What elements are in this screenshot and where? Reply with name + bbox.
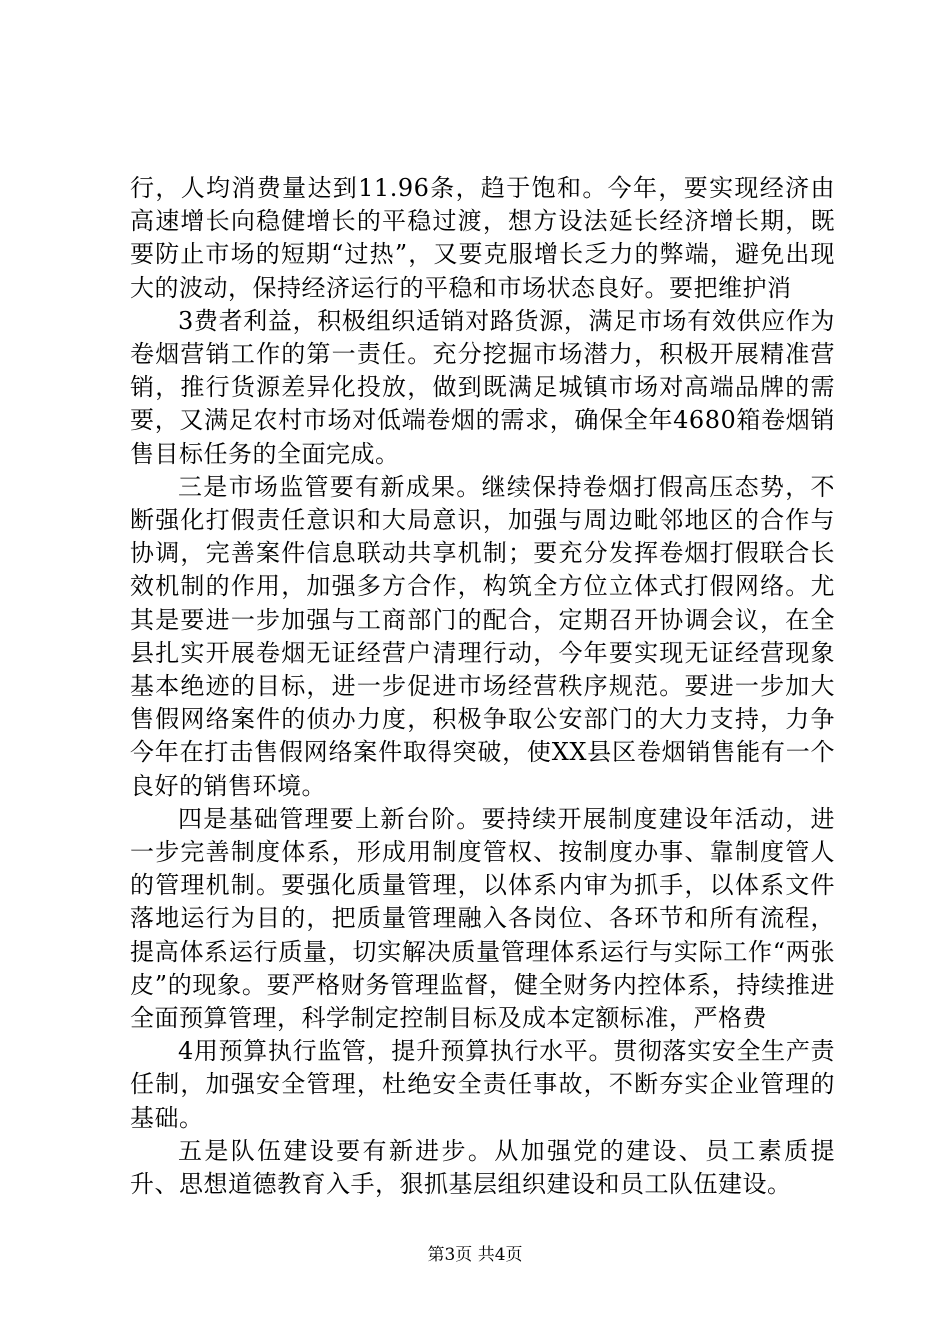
paragraph-market-supervision: 三是市场监管要有新成果。继续保持卷烟打假高压态势，不断强化打假责任意识和大局意识，加强与周边毗邻地区的合作与协调，完善案件信息联动共享机制；要充分发挥卷烟打假联合长效机制的作用，加强多方合作，构筑全方位立体式打假网络。尤其是要进一步加强与工商部门的配合，定期召开协调会议，在全县扎实开展卷烟无证经营户清理行动，今年要实现无证经营现象基本绝迹的目标，进一步促进市场经营秩序规范。要进一步加大售假网络案件的侦办力度，积极争取公安部门的大力支持，力争今年在打击售假网络案件取得突破，使XX县区卷烟销售能有一个良好的销售环境。 [130,472,835,800]
paragraph-consumer-interests: 3费者利益，积极组织适销对路货源，满足市场有效供应作为卷烟营销工作的第一责任。充分挖掘市场潜力，积极开展精准营销，推行货源差异化投放，做到既满足城镇市场对高端品牌的需要，又满足农村市场对低端卷烟的需求，确保全年4680箱卷烟销售目标任务的全面完成。 [130,306,835,468]
paragraph-continued-consumption: 行，人均消费量达到11.96条，趋于饱和。今年，要实现经济由高速增长向稳健增长的平稳过渡，想方设法延长经济增长期，既要防止市场的短期“过热”，又要克服增长乏力的弊端，避免出现大的波动，保持经济运行的平稳和市场状态良好。要把维护消 [130,174,835,302]
paragraph-budget-execution: 4用预算执行监管，提升预算执行水平。贯彻落实安全生产责任制，加强安全管理，杜绝安全责任事故，不断夯实企业管理的基础。 [130,1037,835,1132]
paragraph-basic-management: 四是基础管理要上新台阶。要持续开展制度建设年活动，进一步完善制度体系，形成用制度管权、按制度办事、靠制度管人的管理机制。要强化质量管理，以体系内审为抓手，以体系文件落地运行为目的，把质量管理融入各岗位、各环节和所有流程，提高体系运行质量，切实解决质量管理体系运行与实际工作“两张皮”的现象。要严格财务管理监督，健全财务内控体系，持续推进全面预算管理，科学制定控制目标及成本定额标准，严格费 [130,804,835,1033]
page-footer: 第3页 共4页 [427,1245,523,1265]
paragraph-team-building: 五是队伍建设要有新进步。从加强党的建设、员工素质提升、思想道德教育入手，狠抓基层组织建设和员工队伍建设。 [130,1136,835,1199]
document-body [130,172,835,1201]
